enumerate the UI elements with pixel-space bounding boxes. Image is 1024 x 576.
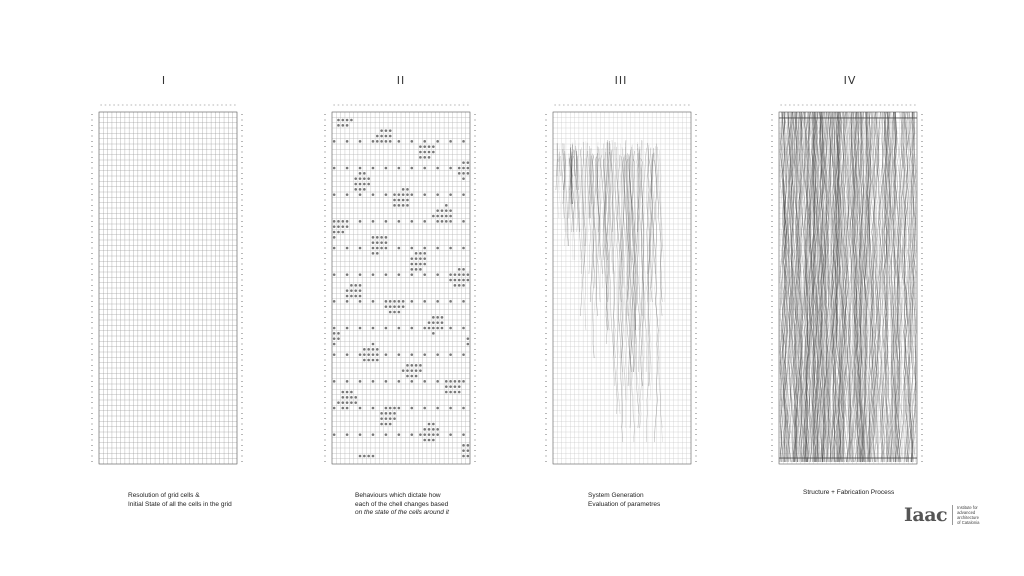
caption-line: each of the chell changes based <box>355 500 449 508</box>
iaac-logo-mark: Iaac <box>904 504 948 526</box>
panel-2-numeral: II <box>396 74 406 87</box>
panel-1-caption <box>128 492 232 509</box>
iaac-logo <box>904 502 994 528</box>
iaac-logo-text <box>952 505 979 525</box>
panel-1-numeral: I <box>161 74 167 87</box>
panel-4-numeral: IV <box>843 74 857 87</box>
panel-3-numeral: III <box>614 74 628 87</box>
panel-1-grid <box>87 100 249 472</box>
caption-line: Evaluation of parametres <box>588 500 661 508</box>
logo-line: advanced <box>957 510 976 515</box>
logo-line: Institute for <box>957 505 978 510</box>
caption-line: on the state of the cells around it <box>355 509 449 516</box>
logo-line: of Catalonia <box>957 520 980 525</box>
caption-line: Structure + Fabrication Process <box>803 489 895 496</box>
caption-line: Initial State of all the cells in the grid <box>128 500 232 508</box>
panel-4-caption <box>803 489 894 498</box>
panel-2-grid <box>320 100 482 472</box>
logo-line: architecture <box>957 515 979 520</box>
panel-3-grid <box>541 100 703 472</box>
panel-3-caption <box>588 492 660 509</box>
panel-4-grid <box>767 100 929 472</box>
panel-2-caption <box>355 492 449 518</box>
caption-line: Behaviours which dictate how <box>355 492 441 499</box>
caption-line: System Generation <box>588 492 644 499</box>
caption-line: Resolution of grid cells & <box>128 492 200 499</box>
